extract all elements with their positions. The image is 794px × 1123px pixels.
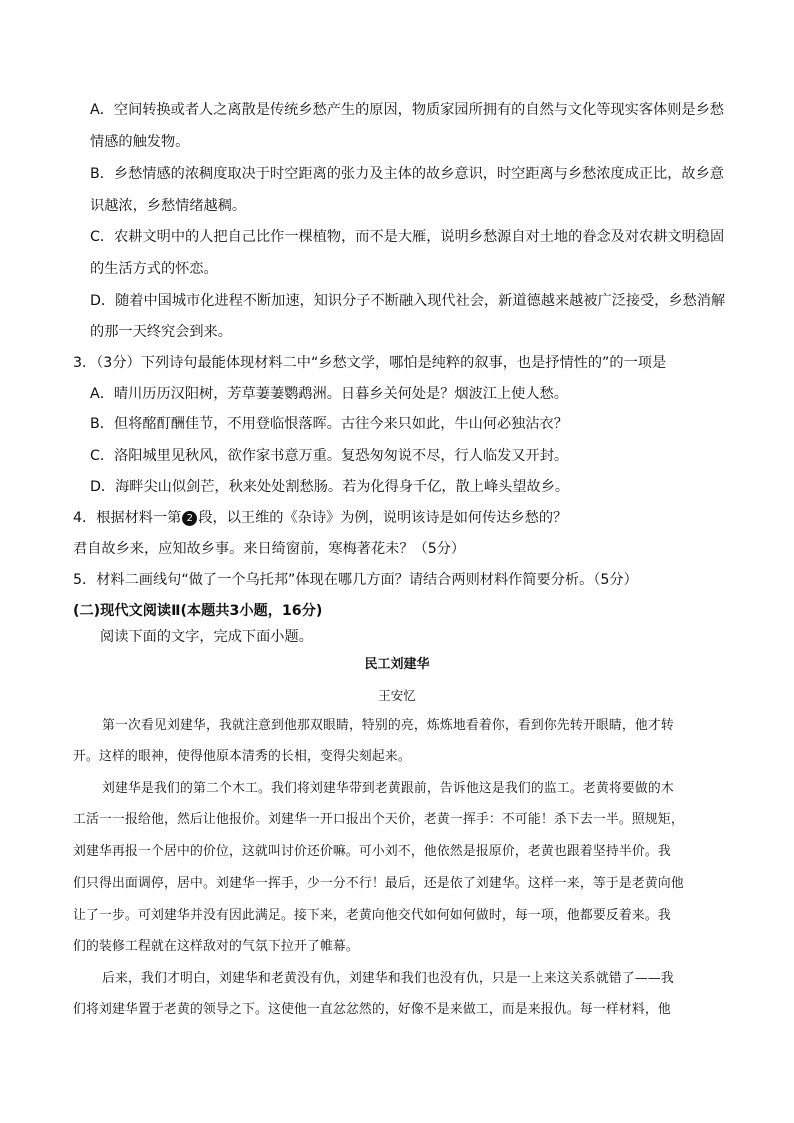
article-line: 后来，我们才明白，刘建华和老黄没有仇，刘建华和我们也没有仇，只是一上来这关系就错了——我: [102, 971, 674, 986]
article-line: 让了一步。可刘建华并没有因此满足。接下来，老黄向他交代如何如何做时，每一项，他都要反着来。我: [73, 908, 671, 923]
article-line: 第一次看见刘建华，我就注意到他那双眼睛，特别的亮，炼炼地看着你，看到你先转开眼睛，他才转: [102, 718, 674, 733]
q4-poem: 君自故乡来，应知故乡事。来日绮窗前，寒梅著花未？（5分）: [73, 541, 466, 557]
q2-option-b-line1: B．乡愁情感的浓稠度取决于时空距离的张力及主体的故乡意识，时空距离与乡愁浓度成正比，故乡意: [90, 166, 724, 182]
article-author: 王安忆: [378, 688, 416, 703]
q3-option-c: C．洛阳城里见秋风，欲作家书意万重。复恐匆匆说不尽，行人临发又开封。: [90, 448, 569, 464]
q3-option-a: A．晴川历历汉阳树，芳草萋萋鹦鹉洲。日暮乡关何处是？烟波江上使人愁。: [90, 386, 568, 402]
q2-option-d-line1: D．随着中国城市化进程不断加速，知识分子不断融入现代社会，新道德越来越被广泛接受，乡愁消解: [90, 293, 726, 309]
q3-stem: 3．（3分）下列诗句最能体现材料二中“乡愁文学，哪怕是纯粹的叙事，也是抒情性的”的一项是: [73, 355, 667, 371]
article-line: 们将刘建华置于老黄的领导之下。这使他一直忿忿然的，好像不是来做工，而是来报仇。每一样材料，他: [73, 1002, 671, 1017]
q3-option-b: B．但将酩酊酬佳节，不用登临恨落晖。古往今来只如此，牛山何必独沾衣？: [90, 416, 568, 432]
q5-stem: 5．材料二画线句“做了一个乌托邦”体现在哪几方面？请结合两则材料作简要分析。（5分）: [73, 572, 638, 588]
q4-stem-pre: 4．根据材料一第: [73, 510, 182, 526]
article-title: 民工刘建华: [364, 657, 430, 672]
q2-option-a-line1: A．空间转换或者人之离散是传统乡愁产生的原因，物质家园所拥有的自然与文化等现实客体则是乡愁: [90, 102, 724, 118]
q2-option-c-line1: C．农耕文明中的人把自己比作一棵植物，而不是大雁，说明乡愁源自对土地的眷念及对农耕文明稳固: [90, 229, 725, 245]
q2-option-c-line2: 的生活方式的怀恋。: [90, 261, 218, 277]
q2-option-d-line2: 的那一天终究会到来。: [90, 324, 232, 340]
section-intro: 阅读下面的文字，完成下面小题。: [100, 629, 313, 645]
q2-option-a-line2: 情感的触发物。: [90, 134, 190, 150]
article-line: 工活一一报给他，然后让他报价。刘建华一开口报出个天价，老黄一挥手：不可能！杀下去一半。照规矩，: [73, 812, 684, 827]
article-line: 们只得出面调停，居中。刘建华一挥手，少一分不行！最后，还是依了刘建华。这样一来，等于是老黄向他: [73, 876, 684, 891]
article-line: 刘建华再报一个居中的价位，这就叫讨价还价嘛。可小刘不，他依然是报原价，老黄也跟着坚持半价。我: [73, 844, 671, 859]
article-line: 刘建华是我们的第二个木工。我们将刘建华带到老黄跟前，告诉他这是我们的监工。老黄将要做的木: [102, 781, 674, 796]
section-heading: (二)现代文阅读Ⅱ(本题共3小题，16分): [73, 603, 323, 619]
q3-option-d: D．海畔尖山似剑芒，秋来处处割愁肠。若为化得身千亿，散上峰头望故乡。: [90, 479, 570, 495]
article-line: 们的装修工程就在这样敌对的气氛下拉开了帷幕。: [73, 939, 359, 954]
q2-option-b-line2: 识越浓，乡愁情绪越稠。: [90, 198, 247, 214]
q4-stem: [73, 508, 567, 528]
article-line: 开。这样的眼神，使得他原本清秀的长相，变得尖刻起来。: [73, 749, 411, 764]
q4-stem-post: 段，以王维的《杂诗》为例，说明该诗是如何传达乡愁的？: [198, 510, 568, 526]
circled-number-badge: 2: [182, 511, 197, 526]
